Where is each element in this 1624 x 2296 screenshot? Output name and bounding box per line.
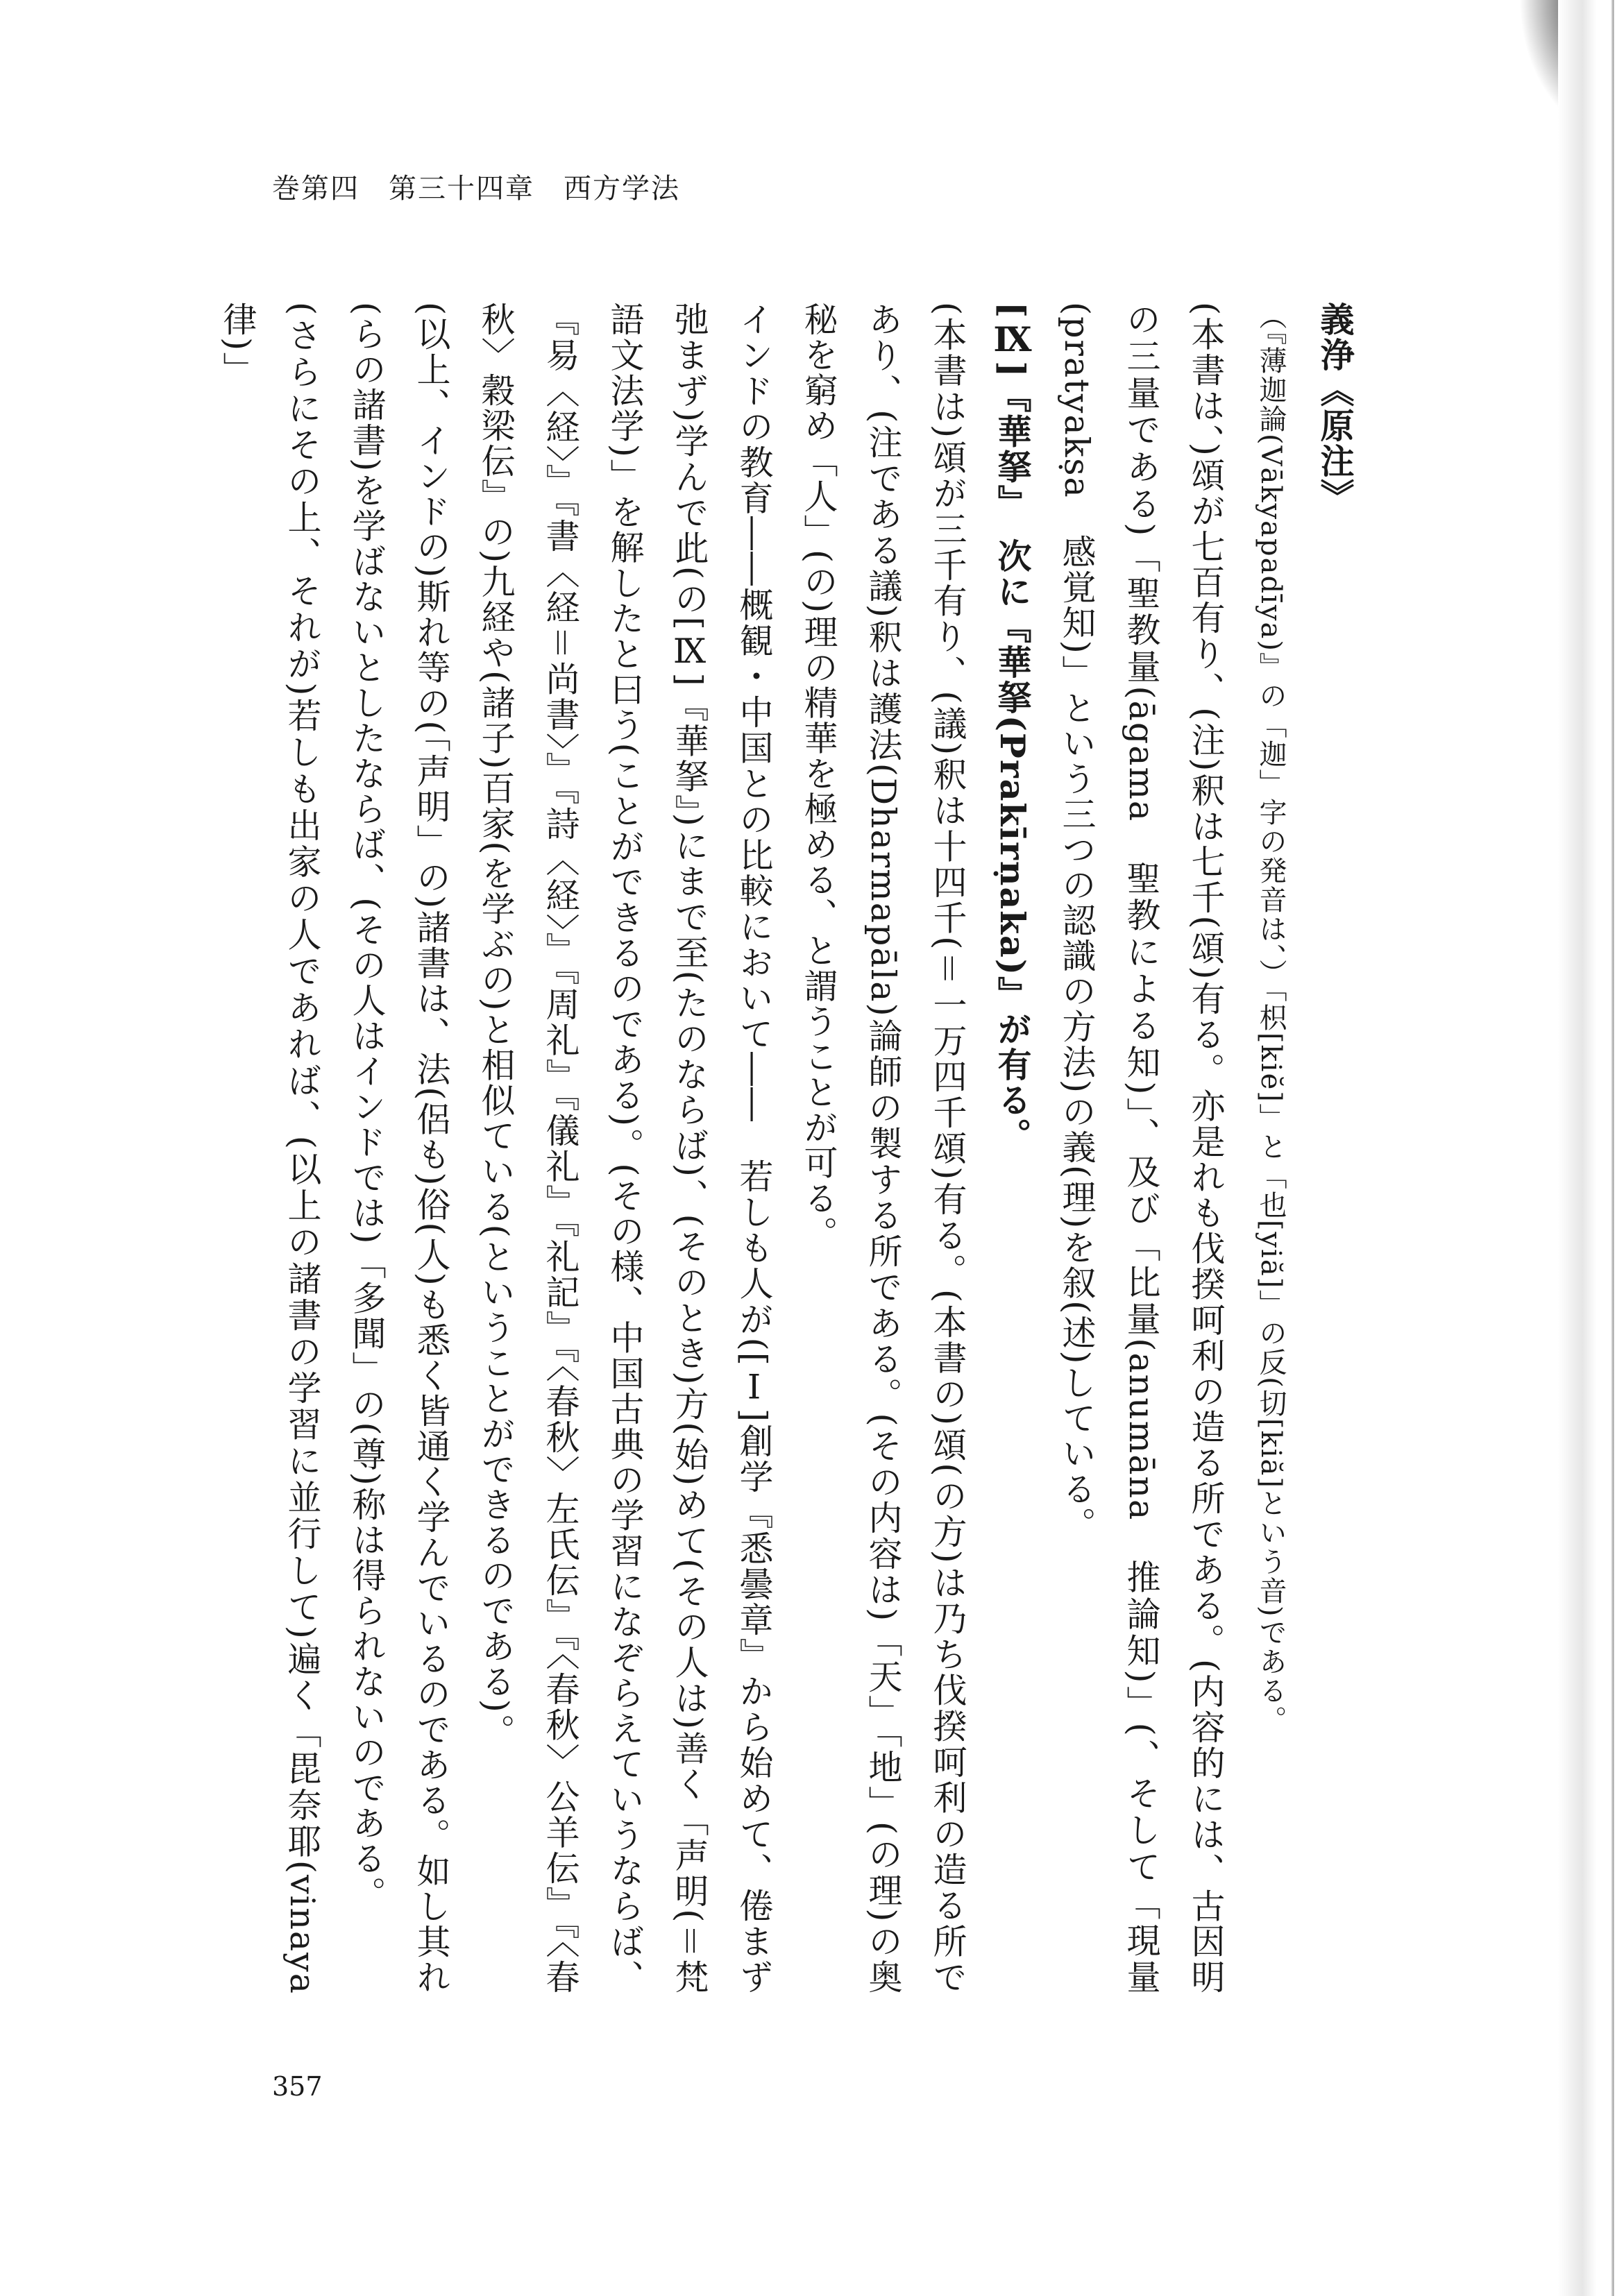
book-binding-edge [1558, 0, 1624, 2296]
paragraph-2: (本書は)頌が三千有り、(議)釈は十四千(＝一万四千頌)有る。(本書の)頌(の方)は乃ち伐揆呵利の造る所であり、(注である議)釈は護法(Dharmapāla)論師の製する所である。(その内容は)「天」「地」(の理)の奥秘を窮め「人」(の)理の精華を極める、と謂うことが可る。 [799, 302, 967, 1995]
body-text [201, 302, 1367, 2030]
running-head: 巻第四 第三十四章 西方学法 [272, 173, 680, 205]
section-heading-prakirnaka: [Ⅸ]『華拏』 次に『華拏(Prakīrṇaka)』が有る。 [992, 302, 1033, 1154]
paragraph-1: (本書は、)頌が七百有り、(注)釈は七千(頌)有る。亦是れも伐揆呵利の造る所である。(内容的には、古因明の三量である)「聖教量(āgama 聖教による知)」、及び「比量(anumāna 推論知)」(、そして「現量(pratyakṣa 感覚知)」という三つの認識の方法)の義(理)を叙(述)している。 [1057, 302, 1226, 1995]
section-heading-india-education: インドの教育――概観・中国との比較において―― 若しも人が([Ⅰ]創学『悉曇章』から始めて、倦まず弛まず)学んで此(の[Ⅸ]『華拏』)にまで至(たのならば)、(そのとき)方(始)めて(その人は)善く「声明(＝梵語文法学)」を解したと曰う(ことができるのである)。(その様、中国古典の学習になぞらえていうならば、『易〈経〉』『書〈経＝尚書〉』『詩〈経〉』『周礼』『儀礼』『礼記』『〈春秋〉左氏伝』『〈春秋〉公羊伝』『〈春秋〉穀梁伝』の)九経や(諸子)百家(を学ぶの)と相似ている(ということができるのである)。 [476, 302, 774, 1995]
paragraph-3: (以上、インドの)斯れ等の(「声明」の)諸書は、法(侶も)俗(人)も悉く皆通く学んでいるのである。如し其れ(らの諸書)を学ばないとしたならば、(その人はインドでは)「多聞」の(尊)称は得られないのである。 [347, 302, 451, 1995]
paragraph-4: (さらにその上、それが)若しも出家の人であれば、(以上の諸書の学習に並行して)遍く「毘奈耶(vinaya 律)」 [218, 302, 322, 2030]
page-number: 357 [272, 2071, 323, 2102]
note-title: 義浄《原注》 [1315, 302, 1355, 514]
note-subtitle: （『薄迦論(Vākyapadīya)』の「迦」字の発音は、）「枳[kiĕ]」と「也[yiă]」の反(切[kiă]という音)である。 [1255, 302, 1287, 1735]
